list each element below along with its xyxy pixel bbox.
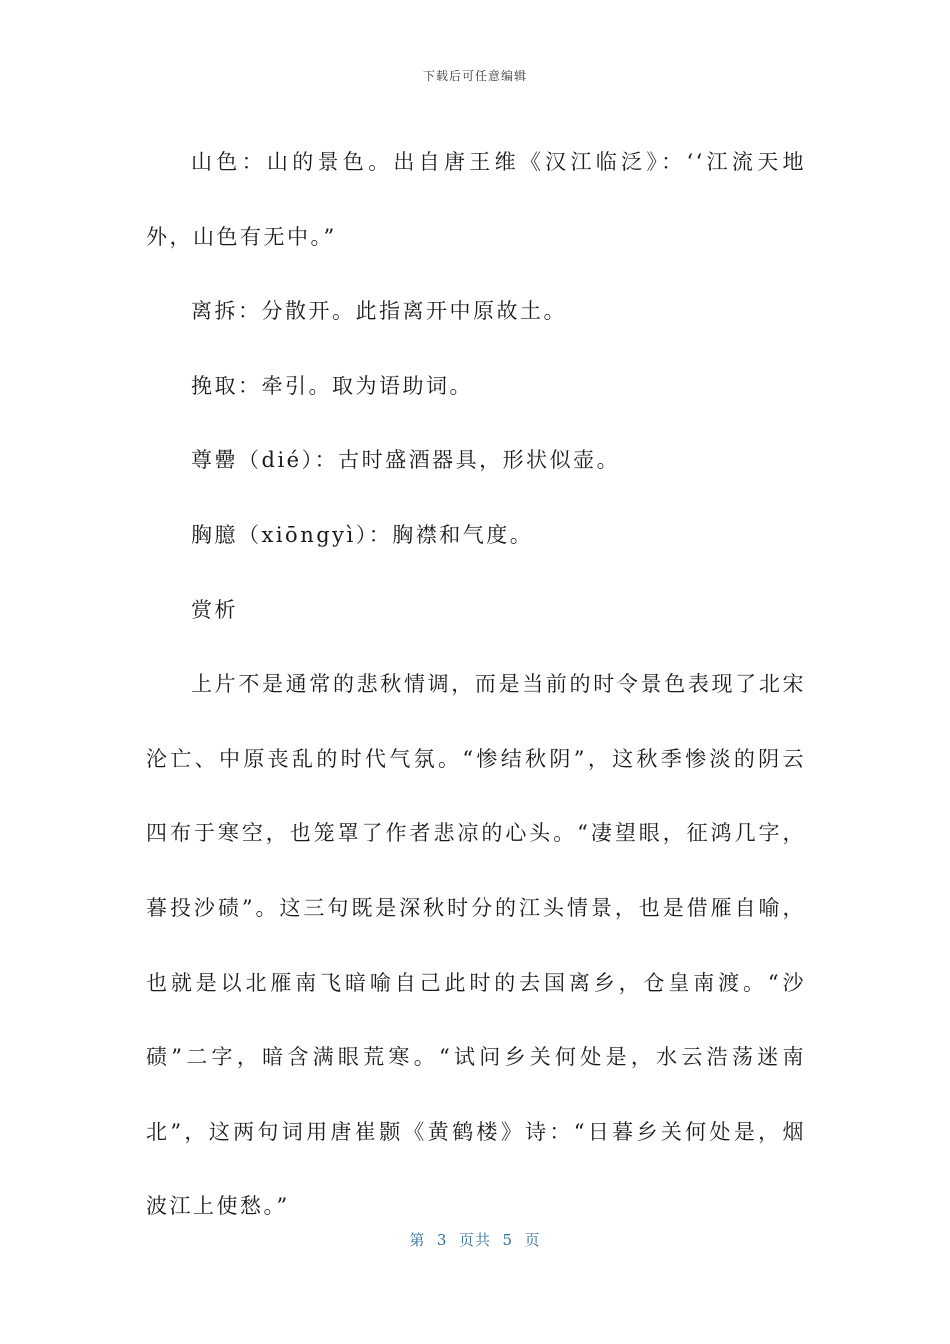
document-body (146, 125, 806, 1244)
paragraph-annotation-shanse: 山色：山的景色。出自唐王维《汉江临泛》：‘‘江流天地外，山色有无中。” (146, 150, 806, 249)
paragraph-appreciation-body: 上片不是通常的悲秋情调，而是当前的时令景色表现了北宋沦亡、中原丧乱的时代气氛。“惨结秋阴”，这秋季惨淡的阴云四布于寒空，也笼罩了作者悲凉的心头。“凄望眼，征鸿几字，暮投沙碛”。这三句既是深秋时分的江头情景，也是借雁自喻，也就是以北雁南飞暗喻自己此时的去国离乡，仓皇南渡。“沙碛”二字，暗含满眼荒寒。“试问乡关何处是，水云浩荡迷南北”，这两句词用唐崔颢《黄鹤楼》诗：“日暮乡关何处是，烟波江上使愁。” (146, 672, 806, 1219)
paragraph-annotation-wanqu: 挽取：牵引。取为语助词。 (191, 373, 473, 398)
paragraph-annotation-xiongyi: 胸臆（xiōngyì）：胸襟和气度。 (191, 522, 534, 547)
paragraph-annotation-lichai: 离拆：分散开。此指离开中原故土。 (191, 299, 567, 324)
page-footer: 第 3 页共 5 页 (409, 1231, 541, 1249)
page-header: 下载后可任意编辑 (422, 69, 527, 83)
section-heading-appreciation: 赏析 (191, 597, 238, 622)
paragraph-annotation-zunlei: 尊罍（dié）：古时盛酒器具，形状似壶。 (191, 448, 621, 473)
